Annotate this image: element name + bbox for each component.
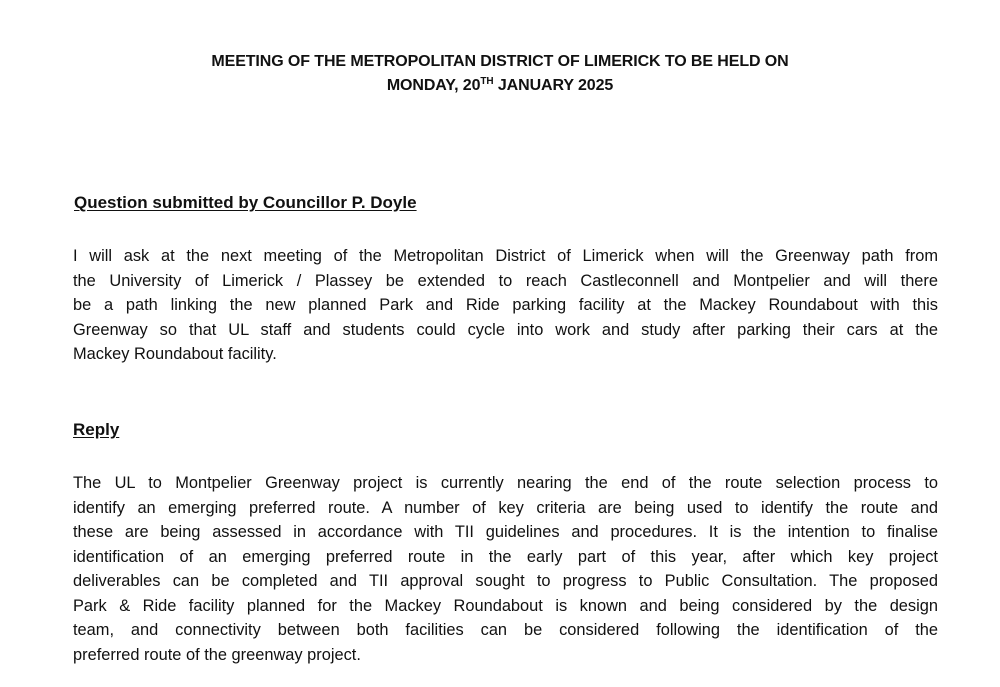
reply-line: preferred route of the greenway project. <box>73 645 361 664</box>
meeting-date-prefix: MONDAY, 20 <box>386 77 481 94</box>
question-line: Greenway so that UL staff and students could cycle into work and study after parking their cars at the <box>73 320 938 339</box>
question-line: I will ask at the next meeting of the Metropolitan District of Limerick when will the Greenway path from <box>73 247 938 265</box>
question-line: the University of Limerick / Plassey be extended to reach Castleconnell and Montpelier and will there <box>73 271 938 290</box>
meeting-date-ordinal: TH <box>480 76 494 87</box>
reply-line: Park & Ride facility planned for the Mackey Roundabout is known and being considered by the design <box>73 596 938 615</box>
reply-line: The UL to Montpelier Greenway project is currently nearing the end of the route selection process to <box>73 474 938 492</box>
reply-text <box>73 471 938 667</box>
reply-line: deliverables can be completed and TII approval sought to progress to Public Consultation. The proposed <box>73 572 938 590</box>
reply-line: identification of an emerging preferred route in the early part of this year, after which key project <box>73 547 938 566</box>
meeting-date <box>0 77 1000 95</box>
reply-line: these are being assessed in accordance with TII guidelines and procedures. It is the intention to finalise <box>73 523 938 541</box>
meeting-date-suffix: JANUARY 2025 <box>493 77 614 94</box>
reply-line: team, and connectivity between both facilities can be considered following the identification of the <box>73 621 938 639</box>
question-text <box>73 244 938 367</box>
question-line: Mackey Roundabout facility. <box>73 345 277 363</box>
question-heading: Question submitted by Councillor P. Doyle <box>74 193 417 212</box>
meeting-title: MEETING OF THE METROPOLITAN DISTRICT OF LIMERICK TO BE HELD ON <box>211 53 789 70</box>
reply-heading: Reply <box>73 420 120 439</box>
reply-line: identify an emerging preferred route. A number of key criteria are being used to identify the route and <box>73 498 938 517</box>
question-line: be a path linking the new planned Park and Ride parking facility at the Mackey Roundabout with this <box>73 296 938 314</box>
